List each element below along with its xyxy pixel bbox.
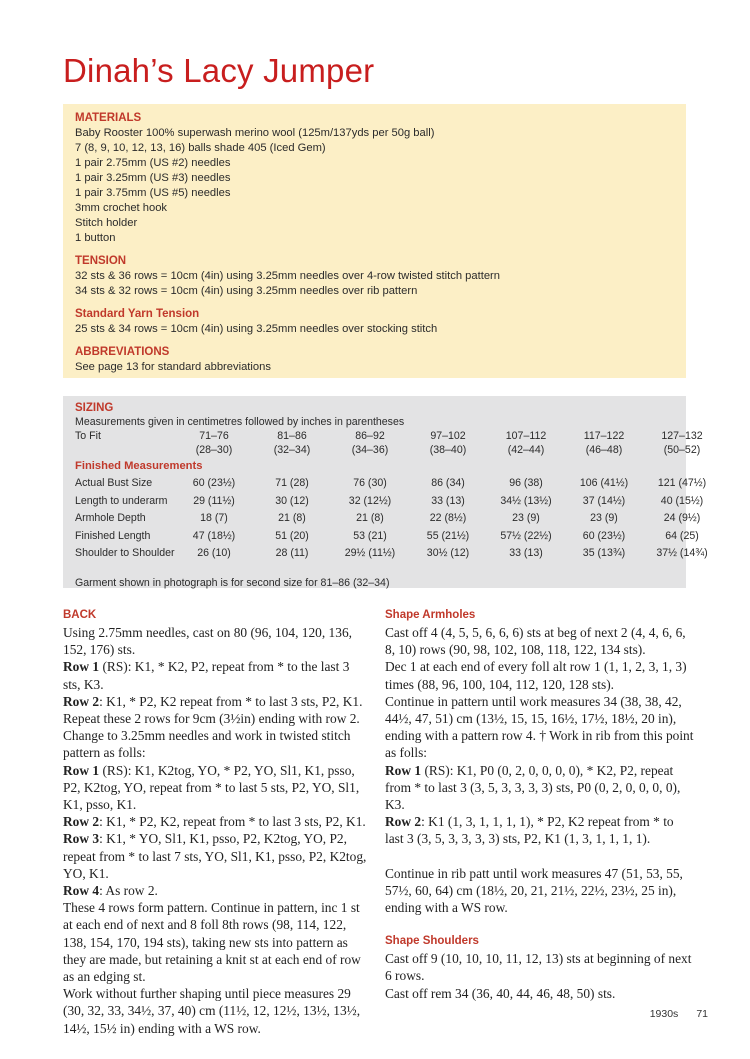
measurement-label: Length to underarm — [75, 494, 168, 507]
measurement-value: 86 (34) — [431, 477, 465, 489]
row-label: Row 1 — [385, 762, 422, 778]
row-label: Row 2 — [63, 693, 100, 709]
measurement-row — [75, 476, 707, 494]
measurement-value: 23 (9) — [512, 512, 540, 524]
standard-tension-heading: Standard Yarn Tension — [75, 308, 200, 320]
finished-measurements-heading: Finished Measurements — [75, 460, 203, 472]
row-text: (RS): K1, P0 (0, 2, 0, 0, 0, 0), * K2, P2, repeat from * to last 3 (3, 5, 3, 3, 3, 3) sts, P0 (0, 2, 0, 0, 0, 0), K3. — [385, 762, 681, 813]
row-text: (RS): K1, * K2, P2, repeat from * to the last 3 sts, K3. — [63, 659, 350, 692]
materials-line: 1 pair 3.75mm (US #5) needles — [75, 187, 231, 199]
sizing-intro: Measurements given in centimetres followed by inches in parentheses — [75, 416, 405, 428]
measurement-value: 28 (11) — [275, 547, 309, 559]
to-fit-cm: 71–76 — [199, 430, 229, 442]
to-fit-in: (38–40) — [429, 444, 467, 456]
row-text: (RS): K1, K2tog, YO, * P2, YO, Sl1, K1, psso, P2, K2tog, YO, repeat from * to last 5 sts, P2, YO, Sl1, K1, psso, K1. — [63, 762, 360, 813]
to-fit-cm: 117–122 — [583, 430, 625, 442]
shoulders-paragraph: Cast off 9 (10, 10, 10, 11, 12, 13) sts at beginning of next 6 rows. — [385, 951, 692, 984]
measurement-label: Armhole Depth — [75, 512, 146, 524]
page-footer — [650, 1008, 708, 1020]
to-fit-in: (34–36) — [351, 444, 389, 456]
materials-line: 1 button — [75, 232, 116, 244]
measurement-value: 30 (12) — [275, 494, 309, 507]
back-row-instruction — [63, 658, 368, 692]
row-label: Row 2 — [385, 814, 422, 830]
row-text: : K1 (1, 3, 1, 1, 1, 1), * P2, K2 repeat from * to last 3 (3, 5, 3, 3, 3, 3) sts, P2, K1 (1, 3, 1, 1, 1, 1). — [385, 814, 674, 847]
to-fit-in: (42–44) — [507, 444, 545, 456]
to-fit-cm: 81–86 — [277, 430, 307, 442]
paragraph-gap — [385, 848, 695, 865]
armholes-paragraph: Continue in rib patt until work measures 47 (51, 53, 55, 57½, 60, 64) cm (18½, 20, 21, 21½, 22½, 23½, 25 in), ending with a WS row. — [385, 865, 683, 916]
measurement-value: 71 (28) — [275, 477, 309, 489]
measurement-label: Finished Length — [75, 529, 151, 542]
abbreviations-line: See page 13 for standard abbreviations — [75, 361, 271, 373]
measurement-value: 51 (20) — [275, 529, 309, 542]
measurement-value: 64 (25) — [665, 529, 699, 542]
measurement-value: 26 (10) — [197, 547, 231, 559]
armholes-paragraph: Cast off 4 (4, 5, 5, 6, 6, 6) sts at beg of next 2 (4, 4, 6, 6, 8, 10) rows (90, 98, 102, 108, 118, 122, 134 sts). — [385, 625, 686, 658]
measurement-value: 40 (15½) — [660, 494, 704, 507]
materials-line: 1 pair 3.25mm (US #3) needles — [75, 172, 231, 184]
footer-section: 1930s — [649, 1008, 679, 1020]
tension-line: 32 sts & 36 rows = 10cm (4in) using 3.25mm needles over 4-row twisted stitch pattern — [75, 270, 501, 282]
materials-panel — [63, 104, 686, 378]
measurement-row — [75, 546, 708, 564]
measurement-value: 22 (8½) — [429, 512, 467, 524]
measurement-value: 33 (13) — [431, 494, 465, 507]
measurement-value: 30½ (12) — [426, 547, 470, 559]
to-fit-inches-row — [75, 443, 701, 457]
pattern-title: Dinah’s Lacy Jumper — [63, 52, 375, 89]
measurement-value: 60 (23½) — [192, 477, 236, 489]
to-fit-in: (32–34) — [273, 444, 311, 456]
to-fit-cm: 86–92 — [355, 430, 385, 442]
row-text: : K1, * P2, K2, repeat from * to last 3 sts, P2, K1. — [99, 814, 366, 830]
measurement-label: Shoulder to Shoulder — [75, 547, 175, 559]
tension-heading: TENSION — [75, 255, 127, 267]
paragraph-gap — [385, 916, 695, 933]
armholes-row-instruction — [385, 762, 695, 814]
measurement-value: 29 (11½) — [193, 494, 235, 507]
measurement-value: 37 (14½) — [582, 494, 626, 507]
measurement-value: 106 (41½) — [579, 477, 629, 489]
shoulders-heading: Shape Shoulders — [385, 935, 479, 948]
materials-heading: MATERIALS — [75, 112, 142, 124]
measurement-value: 29½ (11½) — [344, 547, 396, 559]
to-fit-cm: 97–102 — [430, 430, 466, 442]
materials-line: 3mm crochet hook — [75, 202, 168, 214]
row-text: : K1, * YO, Sl1, K1, psso, P2, K2tog, YO, P2, repeat from * to last 7 sts, YO, Sl1, K1, psso, P2, K2tog, YO, K1. — [63, 831, 367, 881]
armholes-paragraph: Continue in pattern until work measures 34 (38, 38, 42, 44½, 47, 51) cm (13½, 15, 15, 16½, 17½, 18½, 20 in), ending with a pattern row 4. † Work in rib from this point as folls: — [385, 693, 694, 761]
measurement-row — [75, 494, 704, 512]
back-row-instruction — [63, 830, 368, 882]
row-text: : As row 2. — [99, 883, 158, 899]
tension-line: 34 sts & 32 rows = 10cm (4in) using 3.25mm needles over rib pattern — [75, 285, 418, 297]
measurement-value: 23 (9) — [590, 512, 618, 524]
page-number: 71 — [696, 1008, 708, 1020]
measurement-value: 47 (18½) — [192, 529, 236, 542]
sizing-heading: SIZING — [75, 402, 114, 414]
standard-tension-line: 25 sts & 34 rows = 10cm (4in) using 3.25mm needles over stocking stitch — [75, 323, 438, 335]
sizing-panel — [63, 396, 708, 589]
row-label: Row 1 — [63, 659, 100, 675]
measurement-value: 53 (21) — [353, 529, 387, 542]
row-label: Row 4 — [63, 883, 100, 899]
back-heading: BACK — [63, 609, 97, 621]
back-row-instruction — [63, 813, 368, 830]
measurement-value: 76 (30) — [353, 477, 387, 489]
to-fit-cm: 107–112 — [505, 430, 547, 442]
to-fit-in: (46–48) — [585, 444, 623, 456]
measurement-value: 21 (8) — [356, 512, 384, 524]
back-paragraph: These 4 rows form pattern. Continue in pattern, inc 1 st at each end of next and 8 foll 8th rows (98, 114, 122, 138, 154, 170, 194 sts), taking new sts into pattern as they are made, but retaining a knit st at each end of row as an edging st. — [63, 900, 361, 985]
row-label: Row 3 — [63, 831, 100, 847]
measurement-value: 34½ (13½) — [500, 494, 552, 507]
materials-line: Stitch holder — [75, 217, 138, 229]
shaping-column — [385, 607, 695, 1002]
back-row-instruction — [63, 693, 368, 710]
garment-note: Garment shown in photograph is for second size for 81–86 (32–34) — [75, 576, 390, 589]
back-paragraph: Using 2.75mm needles, cast on 80 (96, 104, 120, 136, 152, 176) sts. — [63, 625, 352, 658]
to-fit-in: (50–52) — [663, 444, 701, 456]
measurement-value: 37½ (14¾) — [656, 547, 708, 559]
materials-line: 1 pair 2.75mm (US #2) needles — [75, 157, 231, 169]
measurement-value: 24 (9½) — [663, 512, 701, 524]
materials-line: Baby Rooster 100% superwash merino wool (125m/137yds per 50g ball) — [75, 127, 435, 139]
measurement-row — [75, 529, 699, 547]
measurement-value: 121 (47½) — [657, 477, 707, 489]
row-label: Row 2 — [63, 814, 100, 830]
armholes-row-instruction — [385, 813, 695, 847]
measurement-value: 57½ (22½) — [500, 529, 552, 542]
measurement-value: 18 (7) — [200, 512, 228, 524]
measurement-value: 33 (13) — [509, 547, 543, 559]
to-fit-cm: 127–132 — [661, 430, 703, 442]
measurement-value: 55 (21½) — [426, 529, 470, 542]
back-row-instruction — [63, 762, 368, 814]
row-label: Row 1 — [63, 762, 100, 778]
measurement-value: 21 (8) — [278, 512, 306, 524]
measurement-value: 60 (23½) — [582, 529, 626, 542]
measurement-value: 32 (12½) — [348, 494, 392, 507]
measurement-value: 35 (13¾) — [582, 547, 626, 559]
back-row-instruction — [63, 882, 368, 899]
abbreviations-heading: ABBREVIATIONS — [75, 346, 170, 358]
measurement-value: 96 (38) — [509, 477, 543, 489]
to-fit-in: (28–30) — [195, 444, 233, 456]
measurement-row — [75, 511, 701, 529]
shoulders-paragraph: Cast off rem 34 (36, 40, 44, 46, 48, 50) sts. — [385, 985, 616, 1001]
back-paragraph: Work without further shaping until piece measures 29 (30, 32, 33, 34½, 37, 40) cm (11½, 12, 12½, 13½, 13½, 14½, 15½ in) ending with a WS row. — [63, 986, 361, 1036]
back-paragraph: Repeat these 2 rows for 9cm (3½in) ending with row 2. Change to 3.25mm needles and work in twisted stitch pattern as folls: — [63, 711, 360, 761]
armholes-heading: Shape Armholes — [385, 609, 476, 621]
to-fit-row — [75, 429, 703, 443]
measurement-label: Actual Bust Size — [75, 477, 153, 489]
row-text: : K1, * P2, K2 repeat from * to last 3 sts, P2, K1. — [99, 693, 363, 709]
back-column — [63, 607, 368, 1037]
materials-line: 7 (8, 9, 10, 12, 13, 16) balls shade 405 (Iced Gem) — [75, 142, 326, 154]
to-fit-label: To Fit — [75, 430, 101, 442]
armholes-paragraph: Dec 1 at each end of every foll alt row 1 (1, 1, 2, 3, 1, 3) times (88, 96, 100, 104, 112, 120, 128 sts). — [385, 659, 687, 692]
